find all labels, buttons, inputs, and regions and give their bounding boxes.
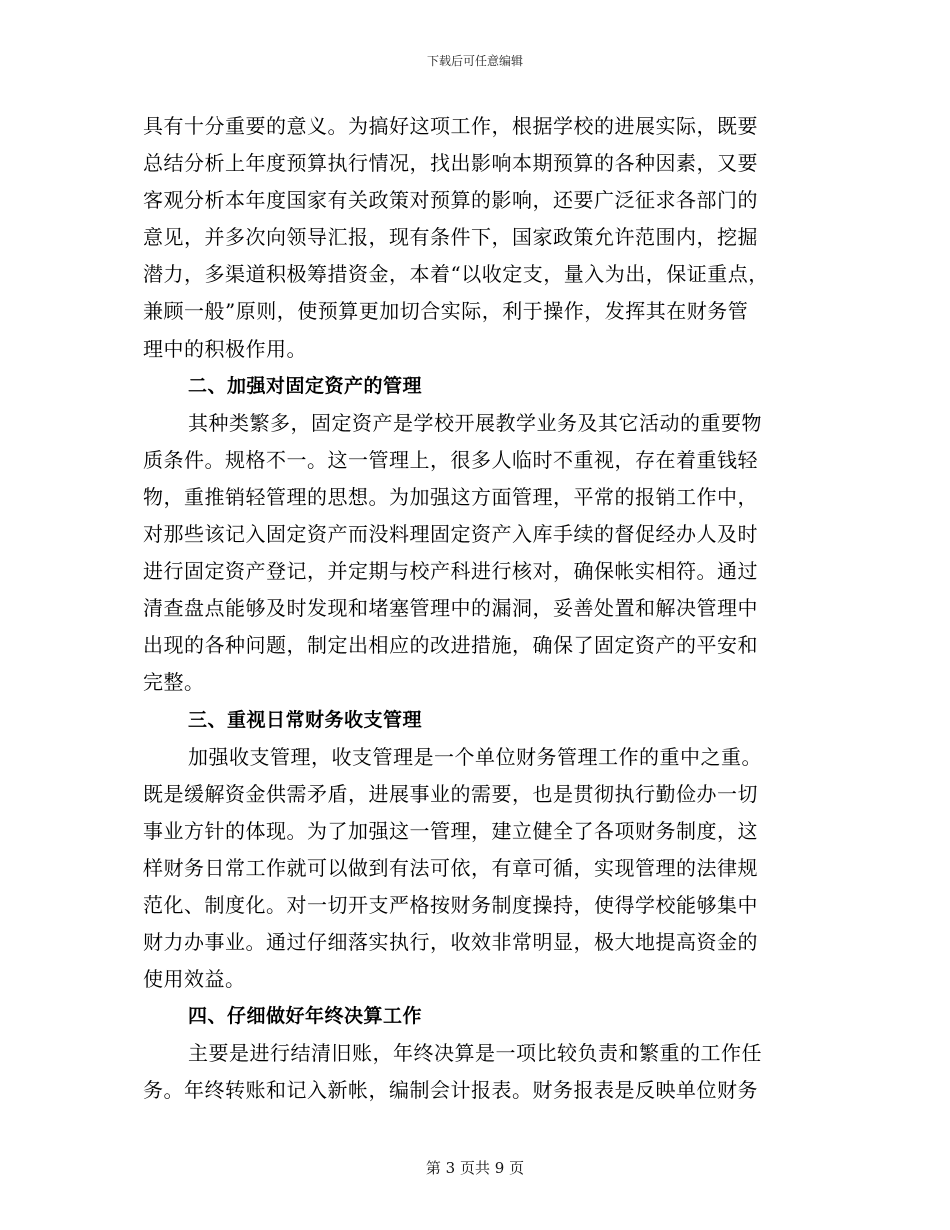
body-line: 清查盘点能够及时发现和堵塞管理中的漏洞，妥善处置和解决管理中 (143, 596, 758, 621)
body-line: 客观分析本年度国家有关政策对预算的影响，还要广泛征求各部门的 (143, 188, 758, 213)
paragraph-first-line: 主要是进行结清旧账，年终决算是一项比较负责和繁重的工作任 (188, 1041, 762, 1066)
body-line: 对那些该记入固定资产而没料理固定资产入库手续的督促经办人及时 (143, 522, 758, 547)
body-line: 事业方针的体现。为了加强这一管理，建立健全了各项财务制度，这 (143, 818, 758, 843)
body-line: 使用效益。 (143, 967, 246, 992)
document-body (143, 108, 823, 1110)
body-line: 具有十分重要的意义。为搞好这项工作，根据学校的进展实际，既要 (143, 114, 758, 138)
body-line: 务。年终转账和记入新帐，编制会计报表。财务报表是反映单位财务 (143, 1078, 758, 1103)
body-line: 意见，并多次向领导汇报，现有条件下，国家政策允许范围内，挖掘 (143, 225, 758, 250)
body-line: 潜力，多渠道积极筹措资金，本着“以收定支，量入为出，保证重点， (143, 262, 769, 287)
page-header-note: 下载后可任意编辑 (426, 54, 523, 68)
body-line: 财力办事业。通过仔细落实执行，收效非常明显，极大地提高资金的 (143, 930, 758, 955)
body-line: 样财务日常工作就可以做到有法可依，有章可循，实现管理的法律规 (143, 855, 758, 880)
section-heading: 四、仔细做好年终决算工作 (188, 1005, 423, 1028)
body-line: 总结分析上年度预算执行情况，找出影响本期预算的各种因素，又要 (143, 151, 758, 176)
body-line: 物，重推销轻管理的思想。为加强这方面管理，平常的报销工作中， (143, 484, 758, 509)
body-line: 既是缓解资金供需矛盾，进展事业的需要，也是贯彻执行勤俭办一切 (143, 781, 758, 806)
paragraph-first-line: 加强收支管理，收支管理是一个单位财务管理工作的重中之重。 (188, 744, 762, 769)
body-line: 完整。 (143, 670, 205, 695)
body-line: 质条件。规格不一。这一管理上，很多人临时不重视，存在着重钱轻 (143, 447, 758, 472)
paragraph-first-line: 其种类繁多，固定资产是学校开展教学业务及其它活动的重要物 (188, 410, 762, 435)
body-line: 兼顾一般”原则，使预算更加切合实际，利于操作，发挥其在财务管 (143, 299, 749, 324)
body-line: 范化、制度化。对一切开支严格按财务制度操持，使得学校能够集中 (143, 892, 758, 917)
section-heading: 三、重视日常财务收支管理 (188, 708, 423, 731)
page-number: 第 3 页共 9 页 (425, 1159, 525, 1177)
body-line: 进行固定资产登记，并定期与校产科进行核对，确保帐实相符。通过 (143, 559, 758, 584)
body-line: 理中的积极作用。 (143, 336, 307, 361)
body-line: 出现的各种问题，制定出相应的改进措施，确保了固定资产的平安和 (143, 633, 758, 658)
section-heading: 二、加强对固定资产的管理 (188, 374, 423, 397)
